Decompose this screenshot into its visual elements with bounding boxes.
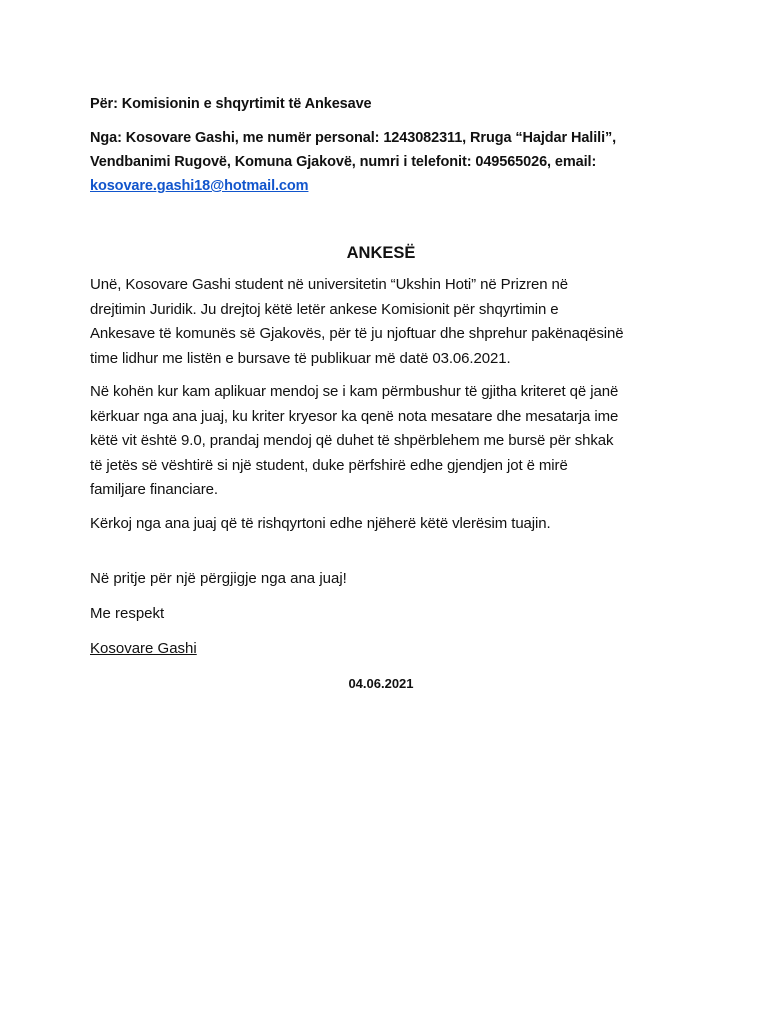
- paragraph-1-line: drejtimin Juridik. Ju drejtoj këtë letër ankese Komisionit për shqyrtimin e: [90, 300, 559, 318]
- paragraph-1-line: Ankesave të komunës së Gjakovës, për të ju njoftuar dhe shprehur pakënaqësinë: [90, 325, 624, 342]
- sender-block: [90, 126, 690, 198]
- closing-respect-line: Me respekt: [90, 605, 165, 622]
- sender-email-line: [90, 174, 690, 198]
- email-link[interactable]: kosovare.gashi18@hotmail.com: [90, 178, 309, 194]
- paragraph-3: Kërkoj nga ana juaj që të rishqyrtoni edhe njëherë këtë vlerësim tuajin.: [90, 514, 551, 532]
- paragraph-2-line: familjare financiare.: [90, 481, 218, 498]
- sender-line-1: Nga: Kosovare Gashi, me numër personal: 1243082311, Rruga “Hajdar Halili”,: [90, 130, 617, 146]
- paragraph-2-line: kërkuar nga ana juaj, ku kriter kryesor ka qenë nota mesatare dhe mesatarja ime: [90, 407, 619, 425]
- paragraph-2-line: të jetës së vështirë si një student, duke përfshirë edhe gjendjen jot ë mirë: [90, 456, 568, 474]
- spacer: [90, 545, 690, 567]
- paragraph-1-line: Unë, Kosovare Gashi student në universitetin “Ukshin Hoti” në Prizren në: [90, 276, 569, 293]
- paragraph-1: [90, 273, 690, 371]
- paragraph-2: [90, 380, 690, 503]
- letter-title: ANKESË: [346, 244, 416, 262]
- paragraph-1-line: time lidhur me listën e bursave të publikuar më datë 03.06.2021.: [90, 349, 511, 367]
- letter-body: [90, 92, 690, 691]
- sender-line-2: Vendbanimi Rugovë, Komuna Gjakovë, numri i telefonit: 049565026, email:: [90, 154, 597, 170]
- recipient-line: Për: Komisionin e shqyrtimit të Ankesave: [90, 96, 372, 112]
- paragraph-2-line: këtë vit është 9.0, prandaj mendoj që duhet të shpërblehem me bursë për shkak: [90, 432, 614, 449]
- paragraph-2-line: Në kohën kur kam aplikuar mendoj se i kam përmbushur të gjitha kriteret që janë: [90, 383, 619, 400]
- letter-date: 04.06.2021: [348, 676, 414, 691]
- closing-wait-line: Në pritje për një përgjigje nga ana juaj!: [90, 570, 347, 587]
- signature: Kosovare Gashi: [90, 640, 197, 657]
